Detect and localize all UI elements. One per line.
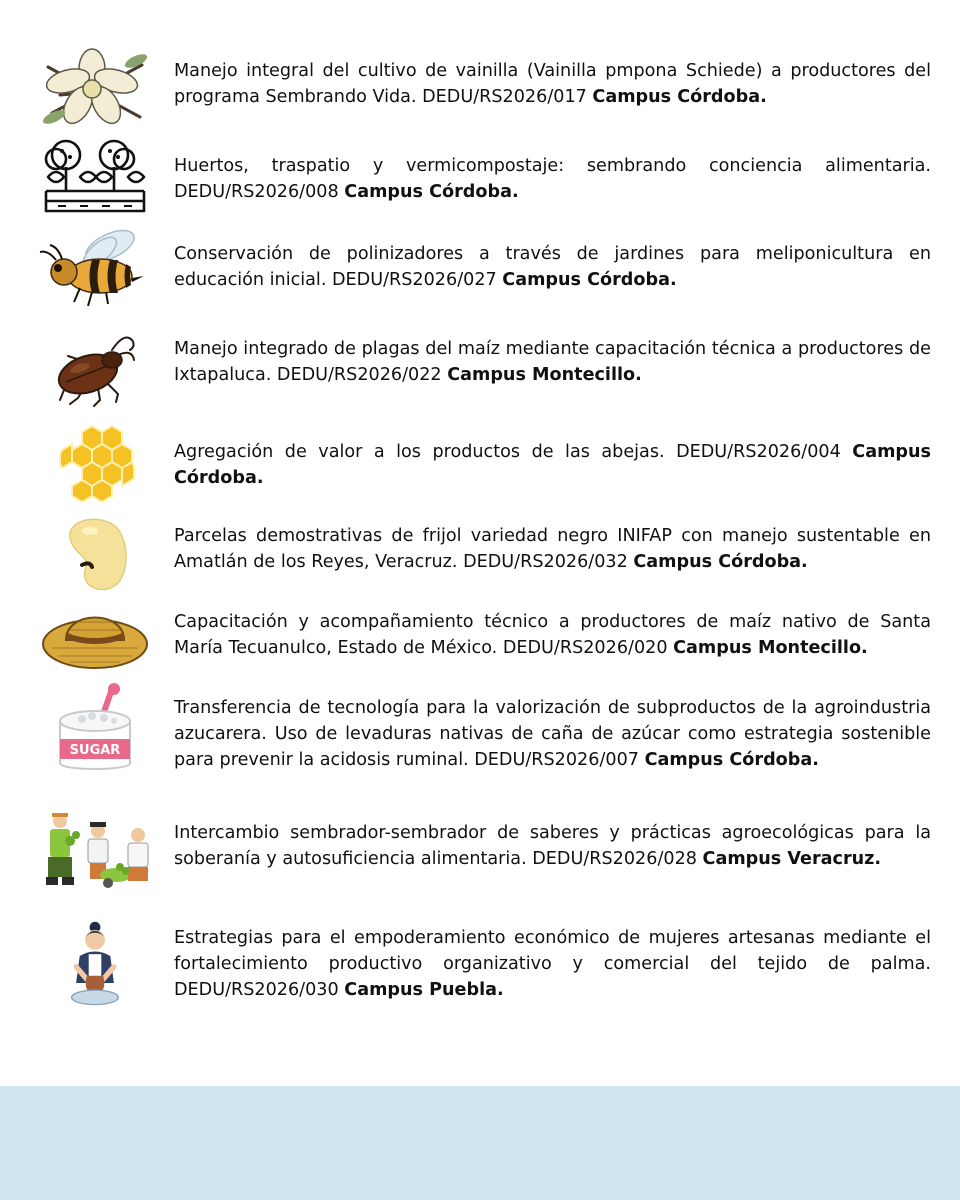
project-description: Huertos, traspatio y vermicompostaje: sembrando conciencia alimentaria. DEDU/RS2026/008 (174, 156, 931, 202)
campus-label: Campus Montecillo. (447, 365, 642, 385)
sugar-jar-icon (30, 683, 160, 773)
jar-label: SUGAR (69, 743, 121, 758)
project-description: Agregación de valor a los productos de las abejas. DEDU/RS2026/004 (174, 442, 841, 462)
campus-label: Campus Córdoba. (344, 182, 519, 202)
project-text (174, 523, 931, 575)
project-text (174, 925, 931, 1003)
footer-band (0, 1086, 960, 1200)
project-description: Parcelas demostrativas de frijol variedad negro INIFAP con manejo sustentable en Amatlán de los Reyes, Veracruz. DEDU/RS2026/032 (174, 526, 931, 572)
project-description: Manejo integrado de plagas del maíz mediante capacitación técnica a productores de Ixtapaluca. DEDU/RS2026/022 (174, 339, 931, 385)
campus-label: Campus Córdoba. (633, 552, 808, 572)
beetle-icon (30, 326, 160, 416)
straw-hat-icon (30, 592, 160, 682)
project-text (174, 820, 931, 872)
campus-label: Campus Montecillo. (673, 638, 868, 658)
project-text (174, 58, 931, 110)
project-text (174, 695, 931, 773)
campus-label: Campus Córdoba. (502, 270, 677, 290)
garden-icon (30, 133, 160, 223)
project-description: Estrategias para el empoderamiento económico de mujeres artesanas mediante el fortalecimiento productivo organizativo y comercial del tejido de palma. DEDU/RS2026/030 (174, 928, 931, 1000)
project-text (174, 336, 931, 388)
campus-label: Campus Córdoba. (592, 87, 767, 107)
project-description: Manejo integral del cultivo de vainilla (Vainilla pmpona Schiede) a productores del programa Sembrando Vida. DEDU/RS2026/017 (174, 61, 931, 107)
project-description: Capacitación y acompañamiento técnico a productores de maíz nativo de Santa María Tecuanulco, Estado de México. DEDU/RS2026/020 (174, 612, 931, 658)
project-text (174, 241, 931, 293)
bean-icon (30, 509, 160, 599)
project-text (174, 439, 931, 491)
project-description: Intercambio sembrador-sembrador de saberes y prácticas agroecológicas para la soberanía y autosuficiencia alimentaria. DEDU/RS2026/028 (174, 823, 931, 869)
project-description: Transferencia de tecnología para la valorización de subproductos de la agroindustria azucarera. Uso de levaduras nativas de caña de azúcar como estrategia sostenible para prevenir la acidosis ruminal. DEDU/RS2026/007 (174, 698, 931, 770)
campus-label: Campus Córdoba. (174, 442, 931, 488)
campus-label: Campus Veracruz. (702, 849, 882, 869)
vanilla-flower-icon (30, 45, 160, 135)
honeycomb-icon (30, 420, 160, 510)
campus-label: Campus Córdoba. (644, 750, 819, 770)
project-description: Conservación de polinizadores a través de jardines para meliponicultura en educación inicial. DEDU/RS2026/027 (174, 244, 931, 290)
bee-icon (30, 222, 160, 312)
farmers-icon (30, 805, 160, 895)
artisan-woman-icon (30, 920, 160, 1010)
project-text (174, 153, 931, 205)
project-text (174, 609, 931, 661)
campus-label: Campus Puebla. (344, 980, 504, 1000)
